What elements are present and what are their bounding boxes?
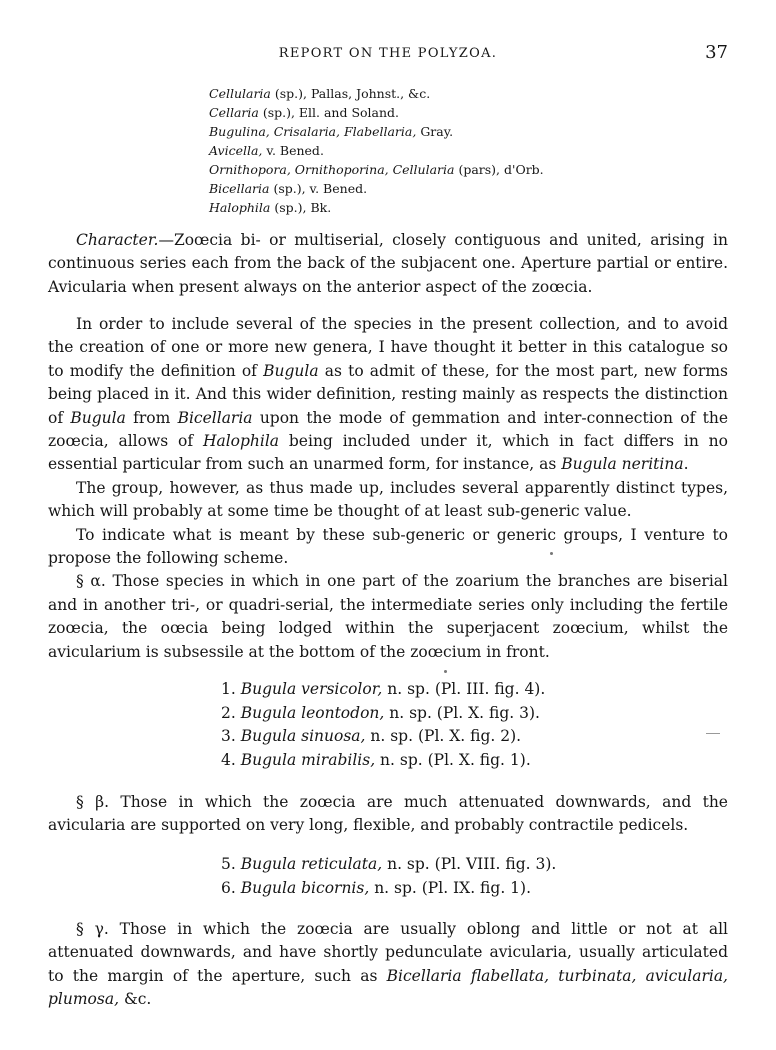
synonym-line: Halophila (sp.), Bk. (209, 200, 332, 215)
paragraph-3: To indicate what is meant by these sub-generic or generic groups, I venture to propose the following scheme. (48, 525, 728, 568)
character-paragraph (48, 229, 728, 299)
section-marker: § β. (76, 793, 109, 811)
synonym-line: Avicella, v. Bened. (209, 143, 324, 158)
species-item: 1. Bugula versicolor, n. sp. (Pl. III. fig. 4). (221, 680, 546, 698)
print-speck (444, 670, 447, 673)
section-gamma: § γ. Those in which the zoœcia are usually oblong and little or not at all attenuated downwards, and have shortly pedunculate avicularia, usually articulated to the margin of the aperture, such as Bicellaria flabellata, turbinata, avicularia, plumosa, &c. (48, 920, 728, 1009)
paragraph-1: In order to include several of the species in the present collection, and to avoid the creation of one or more new genera, I have thought it better in this catalogue so to modify the definition of Bugula as to admit of these, for the most part, new forms being placed in it. And this wider definition, resting mainly as respects the distinction of Bugula from Bicellaria upon the mode of gemmation and inter-connection of the zoœcia, allows of Halophila being included under it, which in fact differs in no essential particular from such an unarmed form, for instance, as Bugula neritina. (48, 315, 729, 474)
character-text: —Zoœcia bi- or multiserial, closely contiguous and united, arising in continuous series each from the back of the subjacent one. Aperture partial or entire. Avicularia when present always on the anterior aspect of the zoœcia. (48, 231, 728, 296)
section-beta-paragraph (48, 791, 728, 838)
species-item: 3. Bugula sinuosa, n. sp. (Pl. X. fig. 2). (221, 727, 522, 745)
species-item: 4. Bugula mirabilis, n. sp. (Pl. X. fig. 1). (221, 750, 531, 769)
synonym-line: Cellularia (sp.), Pallas, Johnst., &c. (209, 86, 431, 101)
section-beta: § β. Those in which the zoœcia are much attenuated downwards, and the avicularia are supported on very long, flexible, and probably contractile pedicels. (48, 793, 728, 835)
section-marker: § α. (76, 572, 106, 591)
synonym-line: Bicellaria (sp.), v. Bened. (209, 181, 368, 196)
header-title: REPORT ON THE POLYZOA. (278, 46, 498, 61)
species-item: 5. Bugula reticulata, n. sp. (Pl. VIII. fig. 3). (221, 855, 557, 873)
synonym-line: Ornithopora, Ornithoporina, Cellularia (pars), d'Orb. (209, 162, 544, 177)
section-alpha: § α. Those species in which in one part of the zoarium the branches are biserial and in another tri-, or quadri-serial, the intermediate series only including the fertile zoœcia, the oœcia being lodged within the superjacent zoœcium, whilst the avicularium is subsessile at the bottom of the zoœcium in front. (48, 572, 728, 661)
species-item: 2. Bugula leontodon, n. sp. (Pl. X. fig. 3). (221, 703, 540, 722)
print-speck (550, 552, 553, 555)
page-number: 37 (705, 42, 728, 63)
section-gamma-paragraph (48, 918, 728, 1012)
synonym-line: Bugulina, Crisalaria, Flabellaria, Gray. (209, 124, 454, 139)
print-mark (706, 733, 720, 734)
character-label: Character. (76, 231, 159, 249)
species-item: 6. Bugula bicornis, n. sp. (Pl. IX. fig. 1). (221, 878, 532, 897)
paragraph-2: The group, however, as thus made up, includes several apparently distinct types, which will probably at some time be thought of at least sub-generic value. (48, 478, 728, 521)
body-paragraphs (48, 313, 728, 664)
section-marker: § γ. (76, 920, 109, 938)
species-list-beta (221, 853, 556, 900)
synonym-list (209, 84, 709, 217)
synonym-line: Cellaria (sp.), Ell. and Soland. (209, 105, 400, 120)
species-list-alpha (221, 678, 545, 772)
running-header (48, 42, 728, 66)
